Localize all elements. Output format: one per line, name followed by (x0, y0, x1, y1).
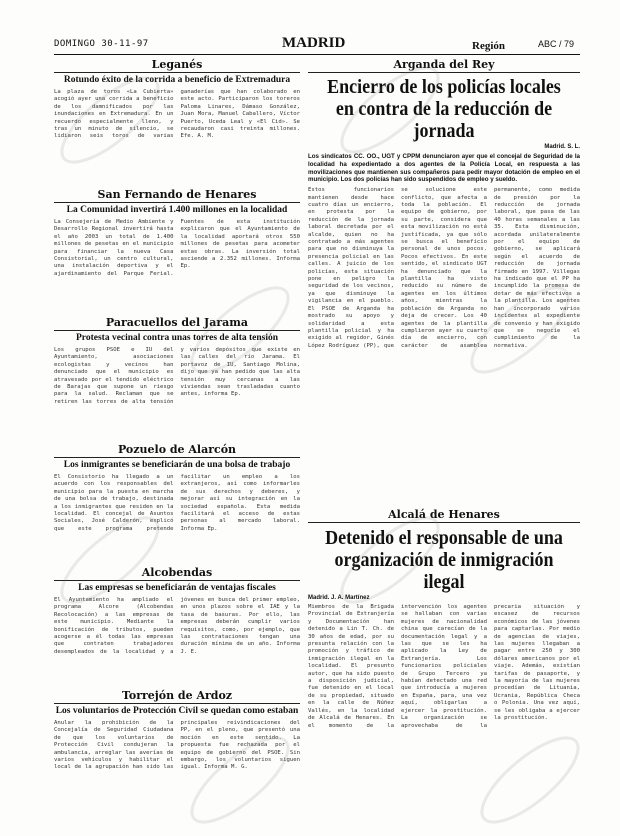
body-arganda: Estos funcionarios mantienen desde hace cuatro días un encierro, en protesta por la reducción de la jornada laboral decretada por el alcalde, quien no ha contratado a más agentes para que no disminuya la presencia policial en las calles. A juicio de los policías, esta situación pone en peligro la seguridad de los vecinos, ya que disminuye la vigilancia en el pueblo. El PSOE de Arganda ha mostrado su apoyo y solidaridad a esta plantilla policial y ha exigido al regidor, Ginés López Rodríguez (PP), que se solucione este conflicto, que afecta a toda la población. El equipo de gobierno, por su parte, considera que esta movilización no está justificada, ya que sólo se busca el beneficio personal de unos pocos. Pocos efectivos. En este sentido, el sindicato UGT ha denunciado que la plantilla ha visto reducido su número de agentes en los últimos años, mientras la población de Arganda no deja de crecer. Los 40 agentes de la plantilla cumplieron ayer su cuarto día de encierro, con carácter de asamblea permanente, como medida de presión por la reducción de jornada laboral, que pasa de las 40 horas semanales a las 35. Esta disminución, acordada unilateralmente por el equipo de gobierno, se aplicará según el acuerdo de reducción de jornada firmado en 1997. Villegas ha indicado que el PP ha incumplido la promesa de dotar de más efectivos a la plantilla. Los agentes han incorporado varios incidentes al expediente de convenio y han exigido que se negocie el cumplimiento de la normativa. (308, 187, 580, 349)
body-torrejon: Anular la prohibición de la Concejalía de Seguridad Ciudadana de que los voluntarios de Protección Civil condujeran la ambulancia, arreglar las averías de varios vehículos y habilitar el local de la agrupación han sido las principales reivindicaciones del PP, en el pleno, que presentó una moción en este sentido. La propuesta fue rechazada por el equipo de gobierno del PSOE. Sin embargo, los voluntarios siguen igual. Informa M. G. (54, 720, 300, 771)
headline-sanfernando: La Comunidad invertirá 1.400 millones en la localidad (66, 205, 288, 215)
issue-date: DOMINGO 30-11-97 (54, 39, 149, 49)
kicker-paracuellos: Paracuellos del Jarama (54, 316, 300, 331)
kicker-alcala: Alcalá de Henares (308, 508, 580, 523)
section-title: MADRID (282, 35, 346, 51)
kicker-sanfernando: San Fernando de Henares (54, 188, 300, 203)
body-pozuelo: El Consistorio ha llegado a un acuerdo con los responsables del municipio para la puesta en marcha de una bolsa de trabajo, destinada a los inmigrantes que residen en la localidad. El concejal de Asuntos Sociales, José Calderón, explicó que este programa pretende facilitar un empleo a los extranjeros, así como informarles de sus derechos y deberes, y mejorar así su integración en la sociedad española. Esta medida facilitará el acceso de estas personas al mercado laboral. Informa Ep. (54, 474, 300, 532)
article-arganda (308, 58, 580, 445)
headline-alcala: Detenido el responsable de una organización de inmigración ilegal (325, 527, 563, 593)
kicker-leganes: Leganés (54, 58, 300, 73)
article-sanfernando (54, 188, 300, 278)
headline-paracuellos: Protesta vecinal contra unas torres de alta tensión (75, 333, 279, 343)
article-alcala (308, 508, 580, 832)
headline-torrejon: Los voluntarios de Protección Civil se quedan como estaban (55, 706, 299, 716)
body-paracuellos: Los grupos PSOE e IU del Ayuntamiento, asociaciones ecologistas y vecinos han denunciado que el municipio es atravesado por el tendido eléctrico de Barajas que supone un riesgo para la salud. Reclaman que se retiren las torres de alta tensión y varios depósitos que existe en las calles del río Jarama. El portavoz de IU, Santiago Molina, dijo que ya han pedido que las alta tensión muy cercanas a las viviendas sean trasladadas cuanto antes, informa Ep. (54, 347, 300, 405)
headline-pozuelo: Los inmigrantes se beneficiarán de una bolsa de trabajo (63, 460, 291, 470)
byline-arganda: Madrid. S. L. (544, 144, 580, 150)
body-alcobendas: El Ayuntamiento ha ampliado el programa Alcore (Alcobendas Recolocación) a las empresas de este municipio. Mediante la bonificación de tributos, pueden acogerse a él todas las empresas que contraten trabajadores desempleados de la localidad y a jóvenes en busca del primer empleo, en unos plazos sobre el IAE y la tasa de basuras. Por ello, las empresas deberán cumplir varios requisitos, como, por ejemplo, que las contrataciones tengan una duración mínima de un año. Informa J. E. (54, 597, 300, 655)
region-label: Región (472, 40, 505, 52)
article-leganes (54, 58, 300, 141)
kicker-pozuelo: Pozuelo de Alarcón (54, 443, 300, 458)
kicker-torrejon: Torrejón de Ardoz (54, 689, 300, 704)
headline-arganda: Encierro de los policías locales en contra de la reducción de jornada (327, 76, 561, 142)
byline-alcala: Madrid. J. A. Martínez (308, 595, 370, 601)
headline-alcobendas: Las empresas se beneficiarán de ventajas fiscales (78, 583, 276, 593)
kicker-arganda: Arganda del Rey (308, 58, 580, 73)
article-pozuelo (54, 443, 300, 533)
kicker-alcobendas: Alcobendas (54, 566, 300, 581)
page-header (54, 36, 580, 55)
headline-leganes: Rotundo éxito de la corrida a beneficio de Extremadura (63, 75, 291, 85)
body-leganes: La plaza de toros «La Cubierta» acogió ayer una corrida a beneficio de los damnificados por las inundaciones en Extremadura. En un recuerdo especialmente lleno, y tras un minuto de silencio, se lidiaron seis toros de varias ganaderías que han colaborado en este acto. Participaron los toreros Paloma Linares, Dámaso González, Juan Mora, Manuel Caballero, Víctor Puerto, Uceda Leal y «El Cid». Se recaudaron casi treinta millones. Efe. A. M. (54, 89, 300, 140)
page-number: ABC / 79 (538, 39, 575, 49)
body-sanfernando: La Consejería de Medio Ambiente y Desarrollo Regional invertirá hasta el año 2003 un total de 1.400 millones de pesetas en el municipio para financiar la nueva Casa Consistorial, un centro cultural, una instalación deportiva y el ajardinamiento del Parque Ferial. Fuentes de esta institución explicaron que el Ayuntamiento de la localidad aportará otros 550 millones de pesetas para acometer estas obras. La inversión total asciende a 2.352 millones. Informa Ep. (54, 219, 300, 277)
lead-arganda: Los sindicatos CC. OO., UGT y CPPM denunciaron ayer que el concejal de Seguridad de la localidad ha expedientado a dos agentes de la Policía Local, en respuesta a las movilizaciones que mantienen sus compañeros para pedir mayor dotación de empleo en el municipio. Los dos policías han sido suspendidos de empleo y sueldo. (308, 153, 580, 184)
body-alcala: Miembros de la Brigada Provincial de Extranjería y Documentación han detenido a Lin T. Ch. de 30 años de edad, por su presunta relación con la promoción y tráfico de inmigración ilegal en la localidad. El presunto autor, que ha sido puesto a disposición judicial, fue detenido en el local de su propiedad, situado en la calle de Núñez Vallés, en la localidad de Alcalá de Henares. En el momento de la intervención los agentes se hallaban con varias mujeres de nacionalidad china que carecían de la documentación legal y a las que se les ha aplicado la Ley de Extranjería. Los funcionarios policiales de Grupo Tercero ya habían detectado una red que introducía a mujeres en España, para, una vez aquí, obligarlas a ejercer la prostitución. La organización se aprovechaba de la precaria situación y escasez de recursos económicos de las jóvenes para captarlas. Por medio de agencias de viajes, las mujeres llegaban a pagar entre 250 y 300 dólares americanos por el viaje. Además, existían tarifas de pasaporte, y la mayoría de las mujeres procedían de Lituania, Ucrania, República Checa o Polonia. Una vez aquí, se les obligaba a ejercer la prostitución. (308, 604, 580, 729)
article-torrejon (54, 689, 300, 772)
article-alcobendas (54, 566, 300, 656)
article-paracuellos (54, 316, 300, 406)
